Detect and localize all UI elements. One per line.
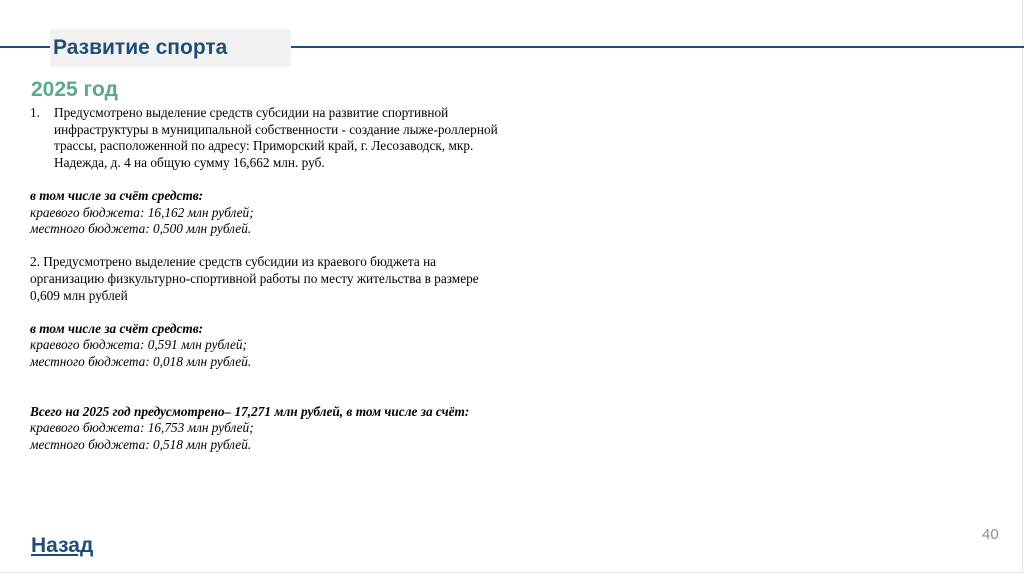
year-heading: 2025 год	[31, 78, 118, 101]
item-1-local-budget: местного бюджета: 0,500 млн рублей.	[30, 221, 252, 237]
item-2-regional-budget: краевого бюджета: 0,591 млн рублей;	[30, 337, 247, 353]
item-1-number: 1.	[30, 105, 40, 120]
item-2-funding-header: в том числе за счёт средств:	[30, 320, 204, 336]
item-1	[30, 105, 510, 171]
slide-content	[30, 105, 510, 453]
total-regional-budget: краевого бюджета: 16,753 млн рублей;	[30, 420, 254, 436]
item-1-funding-header: в том числе за счёт средств:	[30, 187, 204, 203]
page-number: 40	[982, 526, 999, 543]
total-header: Всего на 2025 год предусмотрено– 17,271 млн рублей, в том числе за счёт:	[30, 403, 470, 419]
back-link[interactable]: Назад	[31, 534, 94, 557]
slide-title: Развитие спорта	[50, 29, 291, 67]
header-rule-right	[291, 46, 1024, 48]
item-2-local-budget: местного бюджета: 0,018 млн рублей.	[30, 353, 252, 369]
header-rule-left	[0, 46, 50, 48]
item-1-text: Предусмотрено выделение средств субсидии на развитие спортивной инфраструктуры в муниципальной собственности - создание лыже-роллерной трассы, расположенной по адресу: Приморский край, г. Лесозаводск, мкр. Надежда, д. 4 на общую сумму 16,662 млн. руб.	[54, 105, 498, 170]
item-1-regional-budget: краевого бюджета: 16,162 млн рублей;	[30, 204, 254, 220]
total-local-budget: местного бюджета: 0,518 млн рублей.	[30, 436, 252, 452]
item-2-text: 2. Предусмотрено выделение средств субсидии из краевого бюджета на организацию физкультурно-спортивной работы по месту жительства в размере 0,609 млн рублей	[30, 254, 479, 303]
